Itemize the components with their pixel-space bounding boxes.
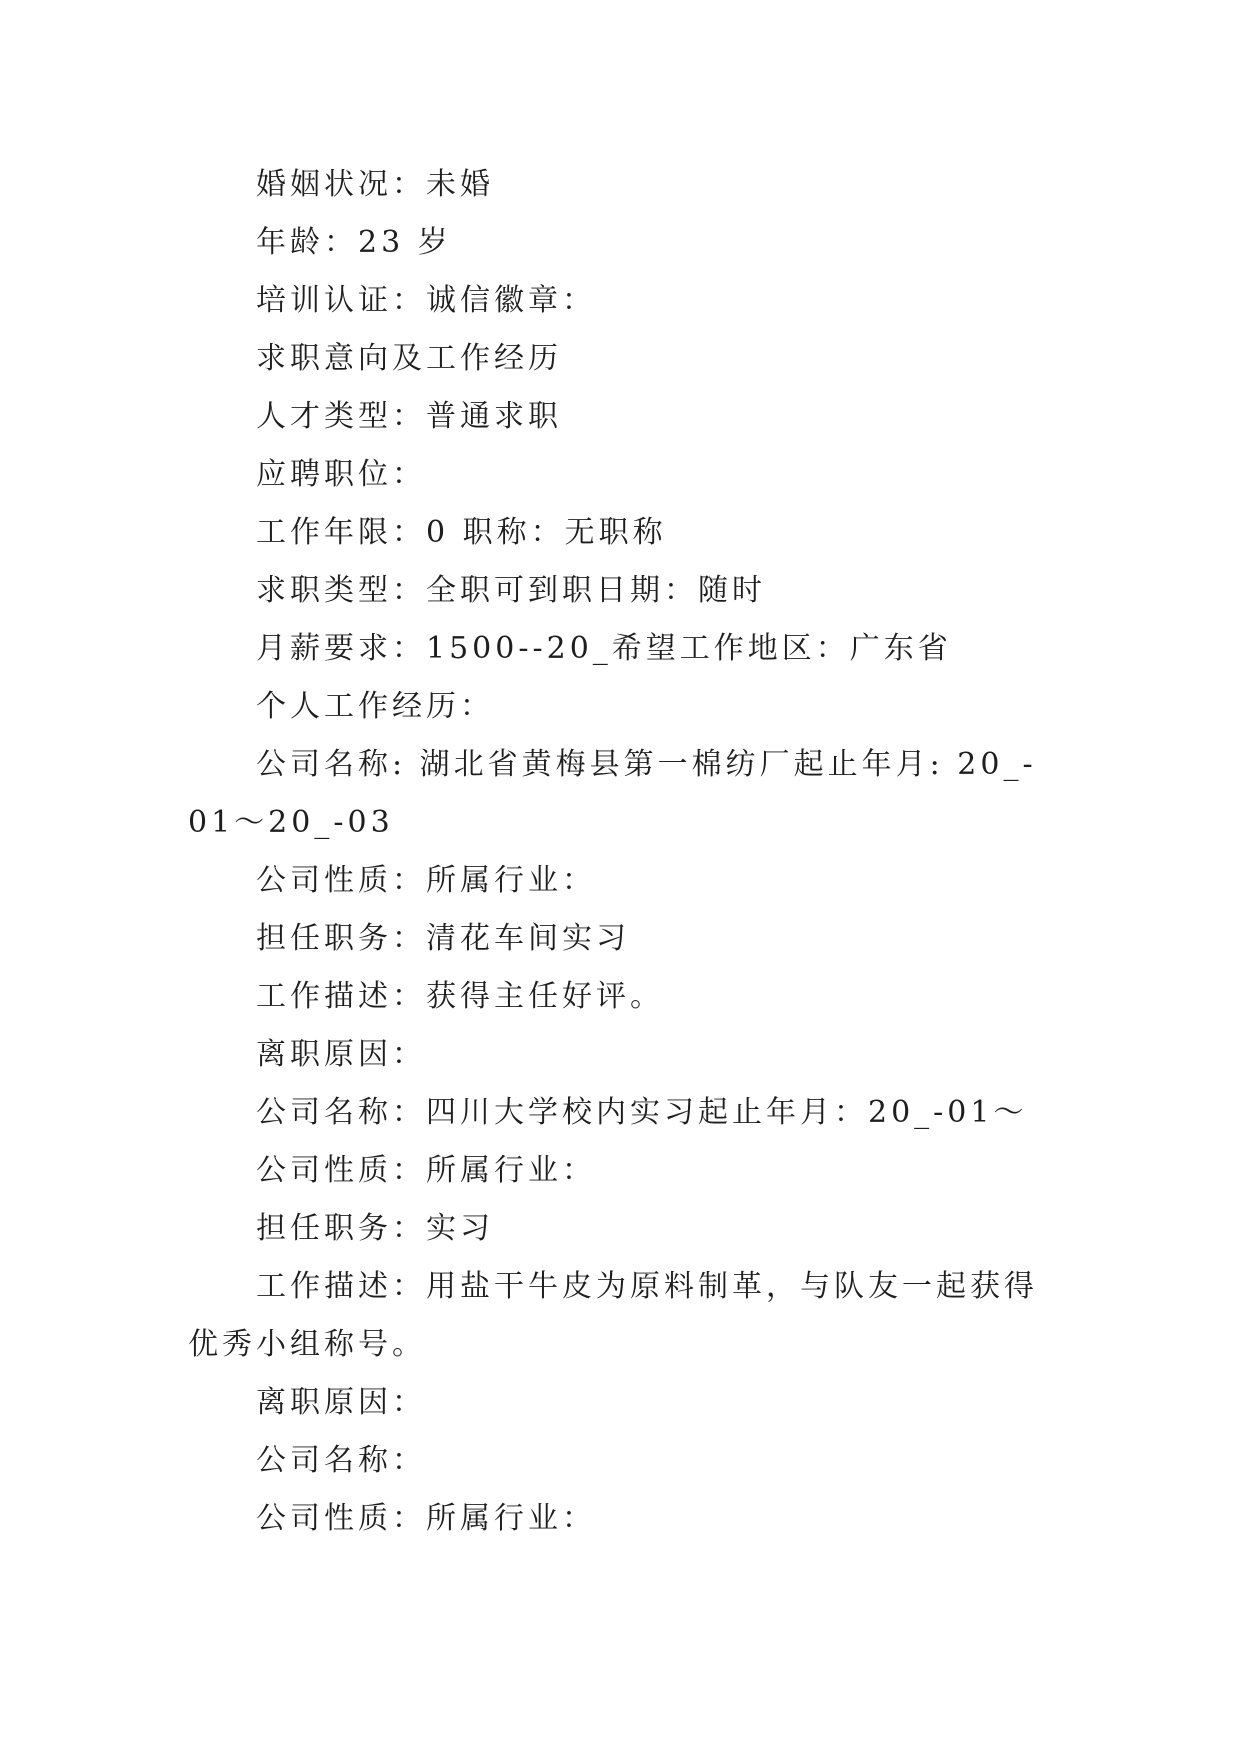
company-2-description-line: 工作描述：用盐干牛皮为原料制革，与队友一起获得优秀小组称号。 <box>188 1269 1038 1362</box>
company-1-nature-line: 公司性质：所属行业： <box>256 863 596 898</box>
company-1-leave-reason-line: 离职原因： <box>256 1037 426 1072</box>
talent-type-line: 人才类型：普通求职 <box>256 399 562 434</box>
company-3-nature-line: 公司性质：所属行业： <box>256 1501 596 1536</box>
document-body <box>188 156 1053 1548</box>
salary-location-line: 月薪要求：1500--20_希望工作地区：广东省 <box>256 631 952 666</box>
marital-status-line: 婚姻状况：未婚 <box>256 167 494 202</box>
work-experience-heading: 个人工作经历： <box>256 689 494 724</box>
job-intention-heading: 求职意向及工作经历 <box>256 341 562 376</box>
company-2-position-line: 担任职务：实习 <box>256 1211 494 1246</box>
company-2-leave-reason-line: 离职原因： <box>256 1385 426 1420</box>
company-1-description-line: 工作描述：获得主任好评。 <box>256 979 664 1014</box>
work-years-title-line: 工作年限：0 职称：无职称 <box>256 515 667 550</box>
company-2-name-line: 公司名称：四川大学校内实习起止年月：20_-01～ <box>256 1095 1028 1130</box>
training-certification-line: 培训认证：诚信徽章： <box>256 283 596 318</box>
company-1-position-line: 担任职务：清花车间实习 <box>256 921 630 956</box>
company-2-nature-line: 公司性质：所属行业： <box>256 1153 596 1188</box>
company-3-name-line: 公司名称： <box>256 1443 426 1478</box>
job-type-start-date-line: 求职类型：全职可到职日期：随时 <box>256 573 766 608</box>
age-line: 年龄：23 岁 <box>256 225 452 260</box>
applied-position-line: 应聘职位： <box>256 457 426 492</box>
company-1-name-line: 公司名称: 湖北省黄梅县第一棉纺厂起止年月: 20_-01～20_-03 <box>188 747 1037 840</box>
